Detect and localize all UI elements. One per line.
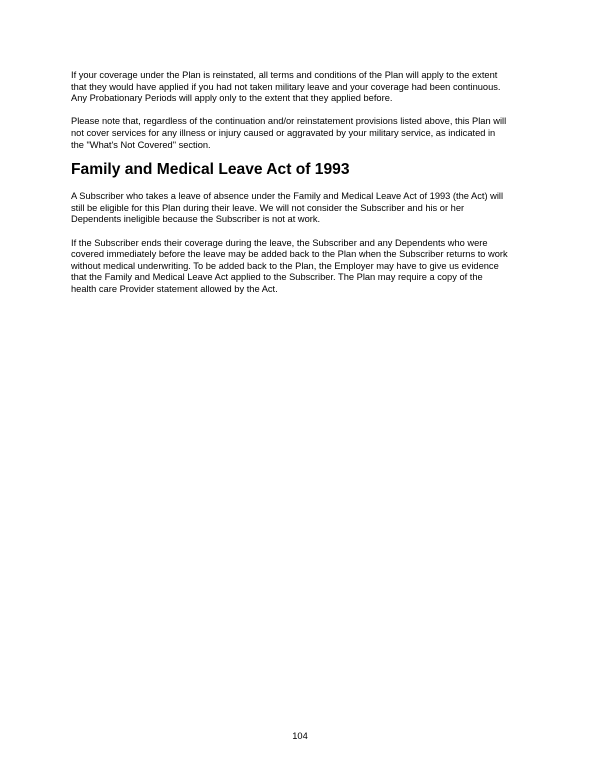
text-line: health care Provider statement allowed by the Act. [71,283,278,294]
text-line: that the Family and Medical Leave Act applied to the Subscriber. The Plan may require a copy of the [71,272,483,283]
paragraph-reinstatement [71,70,533,105]
page-number: 104 [292,731,308,741]
paragraph-military-exclusion [71,116,533,151]
text-line: Please note that, regardless of the continuation and/or reinstatement provisions listed above, this Plan will [71,116,507,127]
text-line: that they would have applied if you had not taken military leave and your coverage had been continuous. [71,81,501,92]
text-line: not cover services for any illness or injury caused or aggravated by your military service, as indicated in [71,127,496,138]
paragraph-fmla-reinstatement [71,238,533,296]
text-line: covered immediately before the leave may be added back to the Plan when the Subscriber returns to work [71,249,508,260]
text-line: If the Subscriber ends their coverage during the leave, the Subscriber and any Dependents who were [71,237,488,248]
text-line: Dependents ineligible because the Subscriber is not at work. [71,214,321,225]
paragraph-gap [71,105,533,117]
text-line: the "What's Not Covered" section. [71,139,211,150]
text-line: still be eligible for this Plan during their leave. We will not consider the Subscriber and his or her [71,202,465,213]
paragraph-fmla-eligibility [71,191,533,226]
page-content [71,70,533,296]
text-line: If your coverage under the Plan is reinstated, all terms and conditions of the Plan will apply to the extent [71,70,498,80]
text-line: Any Probationary Periods will apply only to the extent that they applied before. [71,93,393,104]
section-heading: Family and Medical Leave Act of 1993 [71,161,350,179]
text-line: without medical underwriting. To be added back to the Plan, the Employer may have to give us evidence [71,260,499,271]
paragraph-gap [71,226,533,238]
text-line: A Subscriber who takes a leave of absence under the Family and Medical Leave Act of 1993 (the Act) will [71,191,504,202]
